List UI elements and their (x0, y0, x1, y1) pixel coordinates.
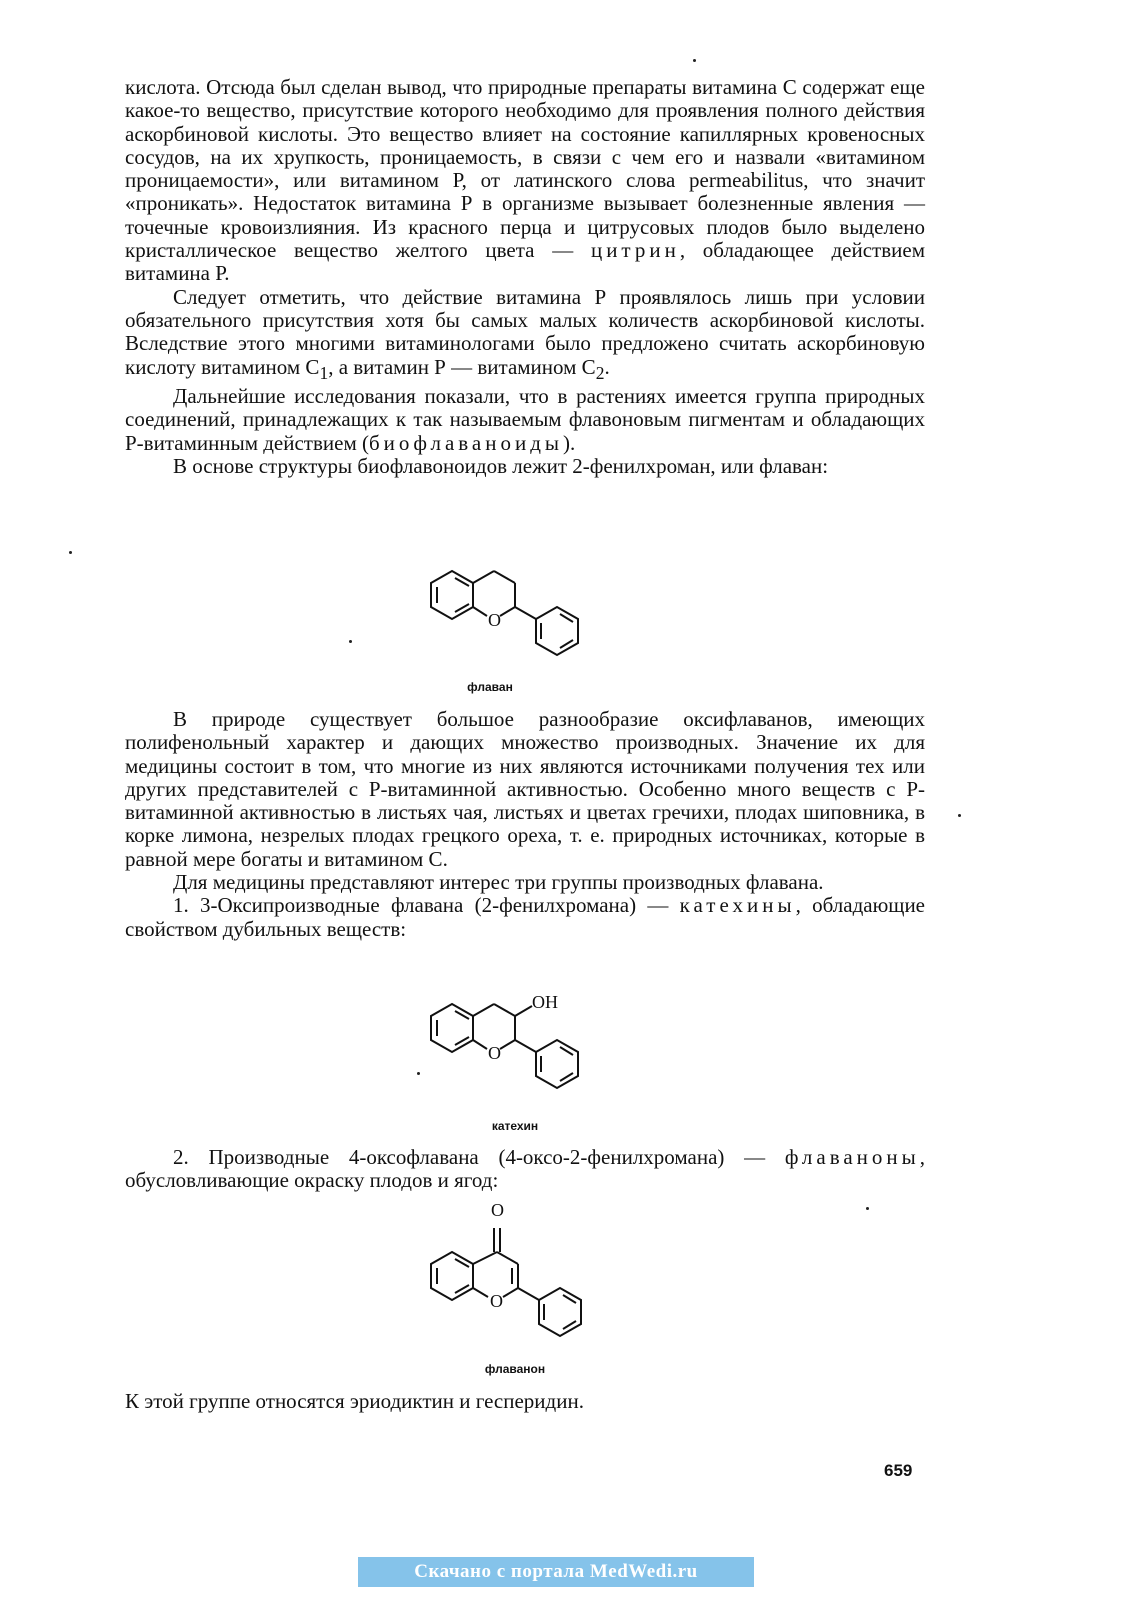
paragraph: Для медицины представляют интерес три группы производных флавана. (173, 870, 824, 895)
paragraph: В природе существует большое разнообразие оксифлаванов, имеющих полифенольный характер и дающих множество производных. Значение их для медицины состоит в том, что многие из них являются источниками получения тех или других представителей с Р-витаминной активностью. Особенно много веществ с Р-витаминной активностью в листьях чая, листьях и цветах гречихи, плодах шиповника, в корке лимона, незрелых плодах грецкого ореха, т. е. природных источниках, которые в равной мере богаты и витамином С. (125, 707, 925, 871)
figure-caption: катехин (491, 1119, 539, 1133)
flavan-structure (420, 560, 600, 685)
scan-speck (958, 814, 961, 817)
figure-caption: флаванон (484, 1362, 546, 1376)
scan-speck (417, 1072, 420, 1075)
paragraph: К этой группе относятся эриодиктин и гесперидин. (125, 1389, 584, 1413)
text-block-1 (125, 76, 925, 478)
text-block-4 (125, 1390, 925, 1413)
paragraph: В основе структуры биофлавоноидов лежит 2-фенилхроман, или флаван: (173, 453, 829, 478)
paragraph: Дальнейшие исследования показали, что в растениях имеется группа природных соединений, принадлежащих к так называемым флавоновым пигментам и обладающих Р-витаминным действием (биофлаваноиды). (125, 384, 925, 455)
oxygen-label: O (488, 1043, 501, 1063)
paragraph: Следует отметить, что действие витамина Р проявлялось лишь при условии обязательного присутствия хотя бы самых малых количеств аскорбиновой кислоты. Вследствие этого многими витаминологами было предложено считать аскорбиновую кислоту витамином $С_1$, а витамин Р — витамином $С_2$. (125, 284, 925, 383)
text-block-2 (125, 708, 925, 941)
paragraph: 2. Производные 4-оксофлавана (4-оксо-2-фенилхромана) — флаваноны, обусловливающие окраску плодов и ягод: (125, 1145, 926, 1193)
hydroxyl-label: OH (532, 992, 558, 1012)
page-number: 659 (884, 1461, 913, 1480)
spaced-term: биофлаваноиды (368, 430, 564, 455)
oxygen-label: O (490, 1291, 503, 1311)
keto-oxygen-label: O (491, 1200, 504, 1220)
download-banner[interactable]: Скачано с портала MedWedi.ru (358, 1557, 754, 1587)
paragraph: 1. 3-Оксипроизводные флавана (2-фенилхромана) — катехины, обладающие свойством дубильных веществ: (125, 893, 925, 941)
text-block-3 (125, 1146, 925, 1193)
catechin-structure (420, 990, 600, 1115)
figure-caption: флаван (467, 680, 513, 694)
scan-speck (693, 59, 696, 62)
spaced-term: цитрин (590, 238, 680, 263)
scan-speck (69, 551, 72, 554)
scan-speck (349, 640, 352, 643)
scan-speck (866, 1207, 869, 1210)
flavanone-structure (420, 1200, 600, 1365)
spaced-term: катехины (679, 893, 796, 918)
oxygen-label: O (488, 610, 501, 630)
spaced-term: флаваноны (784, 1145, 920, 1169)
paragraph: кислота. Отсюда был сделан вывод, что природные препараты витамина С содержат еще какое-то вещество, присутствие которого необходимо для проявления полного действия аскорбиновой кислоты. Это вещество влияет на состояние капиллярных кровеносных сосудов, на их хрупкость, проницаемость, в связи с чем его и назвали «витамином проницаемости», или витамином Р, от латинского слова permeabilitus, что значит «проникать». Недостаток витамина Р в организме вызывает болезненные явления — точечные кровоизлияния. Из красного перца и цитрусовых плодов было выделено кристаллическое вещество желтого цвета — цитрин, обладающее действием витамина Р. (125, 75, 925, 286)
